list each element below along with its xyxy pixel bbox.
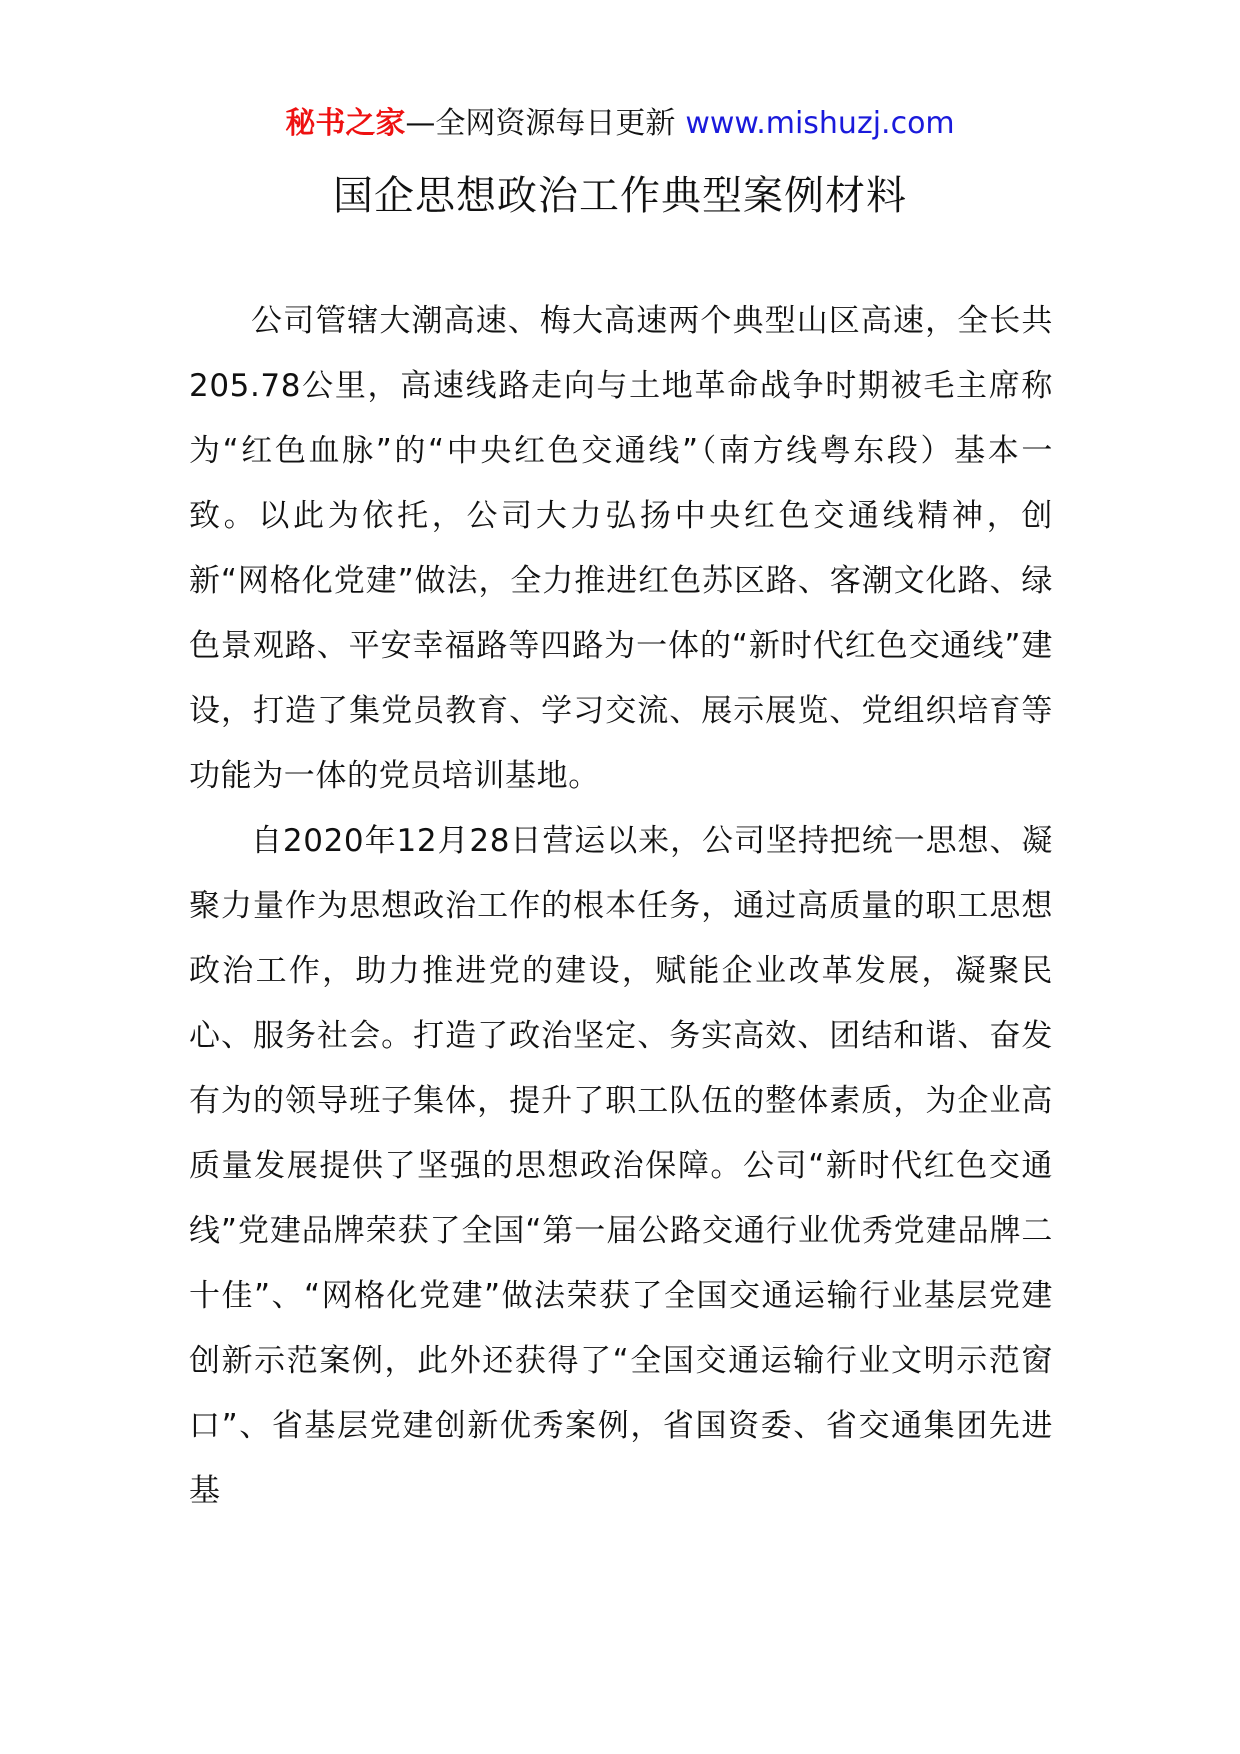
document-body [189,289,1053,1524]
brand-name: 秘书之家 [285,106,406,141]
body-paragraph-2: 自2020年12月28日营运以来，公司坚持把统一思想、凝聚力量作为思想政治工作的根本任务，通过高质量的职工思想政治工作，助力推进党的建设，赋能企业改革发展，凝聚民心、服务社会。打造了政治坚定、务实高效、团结和谐、奋发有为的领导班子集体，提升了职工队伍的整体素质，为企业高质量发展提供了坚强的思想政治保障。公司“新时代红色交通线”党建品牌荣获了全国“第一届公路交通行业优秀党建品牌二十佳”、“网格化党建”做法荣获了全国交通运输行业基层党建创新示范案例，此外还获得了“全国交通运输行业文明示范窗口”、省基层党建创新优秀案例，省国资委、省交通集团先进基 [189,823,1053,1509]
site-url-link[interactable]: www.mishuzj.com [685,106,955,141]
document-title: 国企思想政治工作典型案例材料 [333,173,907,219]
site-tagline: —全网资源每日更新 [405,106,676,141]
body-paragraph-1: 公司管辖大潮高速、梅大高速两个典型山区高速，全长共205.78公里，高速线路走向与土地革命战争时期被毛主席称为“红色血脉”的“中央红色交通线”（南方线粤东段）基本一致。以此为依托，公司大力弘扬中央红色交通线精神，创新“网格化党建”做法，全力推进红色苏区路、客潮文化路、绿色景观路、平安幸福路等四路为一体的“新时代红色交通线”建设，打造了集党员教育、学习交流、展示展览、党组织培育等功能为一体的党员培训基地。 [189,303,1053,794]
site-header [0,104,1240,144]
